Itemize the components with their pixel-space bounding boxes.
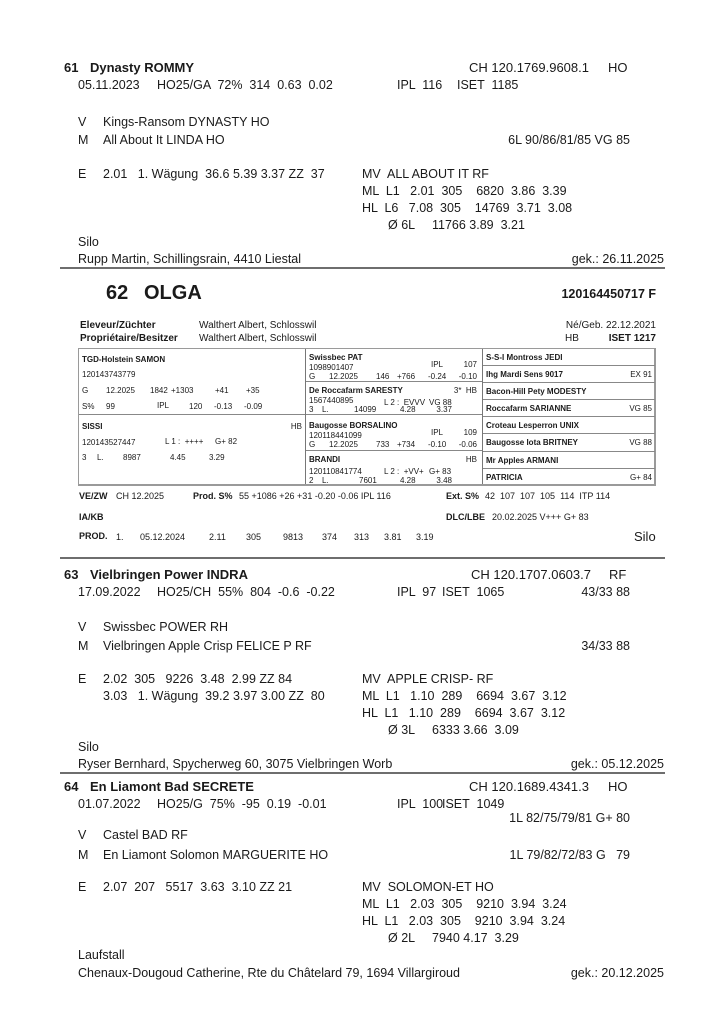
prod-value: 55 +1086 +26 +31 -0.20 -0.06 IPL 116 xyxy=(239,491,391,501)
animal-name: Dynasty ROMMY xyxy=(90,60,195,75)
s-label: S% xyxy=(82,402,95,411)
g-label: G xyxy=(309,440,316,449)
dd-id: 120110841774 xyxy=(309,467,362,476)
prod-value: 3.81 xyxy=(384,532,402,542)
dam-score: 34/33 88 xyxy=(581,639,630,653)
gen3-item xyxy=(483,469,655,486)
owner-address: Chenaux-Dougoud Catherine, Rte du Châtelard 79, 1694 Villargiroud xyxy=(78,966,460,980)
dam-linear: L 1 : ++++ xyxy=(165,437,204,446)
prod-value: 313 xyxy=(354,532,370,542)
lact-label: L. xyxy=(97,453,104,462)
breeder-label: Eleveur/Züchter xyxy=(80,320,156,331)
dlc-value: 20.02.2025 V+++ G+ 83 xyxy=(492,512,589,522)
pedigree-dam xyxy=(79,415,305,487)
gen3-name: S-S-I Montross JEDI xyxy=(486,353,563,362)
owner-label: Propriétaire/Besitzer xyxy=(80,333,178,344)
dam-label: M xyxy=(78,848,89,862)
bought-date: gek.: 26.11.2025 xyxy=(571,252,664,266)
g-value: +766 xyxy=(397,372,416,381)
e-line: 2.07 207 5517 3.63 3.10 ZZ 21 xyxy=(103,880,293,894)
gen3-item xyxy=(483,383,655,400)
g-value: +1303 xyxy=(171,386,194,395)
g-value: -0.10 xyxy=(428,440,447,449)
s-value: -0.13 xyxy=(214,402,233,411)
dd-linear: L 2 : +VV+ xyxy=(384,467,424,476)
dam-label: M xyxy=(78,133,89,147)
g-label: G xyxy=(309,372,316,381)
prod-lact: 1. xyxy=(116,532,124,542)
animal-name: OLGA xyxy=(144,282,202,304)
gen3-item xyxy=(483,349,655,366)
avg-line: Ø 3L 6333 3.66 3.09 xyxy=(388,723,519,737)
ext-value: 42 107 107 105 114 ITP 114 xyxy=(485,491,611,501)
ds-id: 120118441099 xyxy=(309,431,362,440)
divider xyxy=(60,772,665,774)
e-label: E xyxy=(78,167,87,181)
g-value: 146 xyxy=(376,372,390,381)
gen3-score: VG 85 xyxy=(629,404,652,413)
dam-score: 1L 79/82/72/83 G 79 xyxy=(509,848,630,862)
lact-fat: 4.28 xyxy=(400,405,416,414)
mv-line: MV ALL ABOUT IT RF xyxy=(362,167,489,181)
pedigree-sire-dam xyxy=(306,382,482,415)
owner-address: Rupp Martin, Schillingsrain, 4410 Liestal xyxy=(78,252,302,266)
lact-fat: 4.45 xyxy=(170,453,186,462)
owner-name: Walthert Albert, Schlosswil xyxy=(199,333,317,344)
housing: Laufstall xyxy=(78,948,125,962)
ml-line: ML L1 1.10 289 6694 3.67 3.12 xyxy=(362,689,567,703)
dam-name: Vielbringen Apple Crisp FELICE P RF xyxy=(103,639,312,653)
gen3-name: Roccafarm SARIANNE xyxy=(486,404,572,413)
gen3-name: PATRICIA xyxy=(486,473,523,482)
ext-label: Ext. S% xyxy=(446,491,480,501)
housing: Silo xyxy=(78,235,99,249)
birth-date: 05.11.2023 xyxy=(78,78,140,92)
sire-id: 120143743779 xyxy=(82,370,136,379)
index-line: HO25/GA 72% 314 0.63 0.02 xyxy=(157,78,333,92)
gen3-name: Bacon-Hill Pety MODESTY xyxy=(486,387,587,396)
dd-name: BRANDI xyxy=(309,455,341,464)
index-line: HO25/G 75% -95 0.19 -0.01 xyxy=(157,797,327,811)
g-value: -0.24 xyxy=(428,372,447,381)
ss-name: Swissbec PAT xyxy=(309,353,363,362)
sire-name: Swissbec POWER RH xyxy=(103,620,229,634)
lact-milk: 7601 xyxy=(359,476,377,485)
prod-label: Prod. S% xyxy=(193,491,233,501)
g-value: 733 xyxy=(376,440,390,449)
iset-value: ISET 1185 xyxy=(457,78,519,92)
gen3-item xyxy=(483,434,655,452)
avg-line: Ø 6L 11766 3.89 3.21 xyxy=(388,218,525,232)
dam-name: SISSI xyxy=(82,422,103,431)
prod-value: 374 xyxy=(322,532,338,542)
gen3-score: G+ 84 xyxy=(629,473,652,482)
e-line: 2.01 1. Wägung 36.6 5.39 3.37 ZZ 37 xyxy=(103,167,325,181)
breed-code: HO xyxy=(608,779,628,794)
housing: Silo xyxy=(634,529,656,544)
sire-name: TGD-Holstein SAMON xyxy=(82,355,166,364)
lact-count: 2 xyxy=(309,476,314,485)
hl-line: HL L6 7.08 305 14769 3.71 3.08 xyxy=(362,201,573,215)
hb-tag: HB xyxy=(565,333,579,344)
sire-label: V xyxy=(78,828,87,842)
hb-tag: HB xyxy=(290,422,302,431)
gen3-item xyxy=(483,452,655,469)
breed-code: RF xyxy=(609,567,627,582)
pedigree-dam-sire xyxy=(306,415,482,451)
dam-id: 120143527447 xyxy=(82,438,136,447)
ipl-value: IPL 97 xyxy=(397,585,437,599)
g-date: 12.2025 xyxy=(329,372,358,381)
gen3-score: VG 88 xyxy=(629,438,652,447)
birth-date: 01.07.2022 xyxy=(78,797,141,811)
g-value: +734 xyxy=(397,440,416,449)
pedigree-sire xyxy=(79,349,305,415)
lact-milk: 8987 xyxy=(123,453,141,462)
birth-date: 17.09.2022 xyxy=(78,585,141,599)
sire-label: V xyxy=(78,620,87,634)
dlc-label: DLC/LBE xyxy=(446,512,485,522)
avg-line: Ø 2L 7940 4.17 3.29 xyxy=(388,931,519,945)
mv-line: MV APPLE CRISP- RF xyxy=(362,672,494,686)
prod-value: 3.19 xyxy=(416,532,434,542)
breed-code: HO xyxy=(608,60,628,75)
entry-number: 63 xyxy=(64,567,79,582)
gen3-name: Baugosse Iota BRITNEY xyxy=(486,438,579,447)
birth-date: Né/Geb. 22.12.2021 xyxy=(565,320,656,331)
lact-count: 3 xyxy=(309,405,314,414)
g-value: +41 xyxy=(215,386,229,395)
score: 43/33 88 xyxy=(581,585,630,599)
bought-date: gek.: 20.12.2025 xyxy=(570,966,664,980)
breeder-name: Walthert Albert, Schlosswil xyxy=(199,320,317,331)
ml-line: ML L1 2.03 305 9210 3.94 3.24 xyxy=(362,897,567,911)
dam-score: 6L 90/86/81/85 VG 85 xyxy=(508,133,630,147)
g-label: G xyxy=(82,386,89,395)
index-line: HO25/CH 55% 804 -0.6 -0.22 xyxy=(157,585,335,599)
entry-number: 64 xyxy=(64,779,79,794)
animal-id: CH 120.1769.9608.1 xyxy=(469,60,589,75)
pedigree-parents xyxy=(79,349,306,484)
gen3-name: Mr Apples ARMANI xyxy=(486,456,559,465)
gen3-score: EX 91 xyxy=(630,370,652,379)
ipl-value: 107 xyxy=(463,360,477,369)
lact-protein: 3.29 xyxy=(209,453,225,462)
pedigree-grandparents xyxy=(306,349,483,484)
ipl-value: IPL 100 xyxy=(397,797,444,811)
ipl-label: IPL xyxy=(431,360,444,369)
dam-score: G+ 82 xyxy=(215,437,238,446)
g-value: 1842 xyxy=(150,386,168,395)
animal-id: 120164450717 F xyxy=(561,287,656,301)
dd-score: G+ 83 xyxy=(429,467,452,476)
ml-line: ML L1 2.01 305 6820 3.86 3.39 xyxy=(362,184,567,198)
sd-score: VG 88 xyxy=(429,398,452,407)
prod-date: 05.12.2024 xyxy=(140,532,186,542)
ipl-value: IPL 116 xyxy=(397,78,443,92)
dd-tag: HB xyxy=(465,455,477,464)
vezw-label: VE/ZW xyxy=(79,491,108,501)
e-line: 2.02 305 9226 3.48 2.99 ZZ 84 xyxy=(103,672,293,686)
score: 1L 82/75/79/81 G+ 80 xyxy=(509,811,630,825)
lact-protein: 3.48 xyxy=(436,476,452,485)
dam-name: En Liamont Solomon MARGUERITE HO xyxy=(103,848,329,862)
lact-protein: 3.37 xyxy=(436,405,452,414)
sd-id: 1567440895 xyxy=(309,396,354,405)
g-value: -0.06 xyxy=(458,440,477,449)
ipl-value: 109 xyxy=(463,428,477,437)
sd-tag: 3* HB xyxy=(453,386,477,395)
lact-fat: 4.28 xyxy=(400,476,416,485)
pedigree-sire-sire xyxy=(306,349,482,382)
lact-milk: 14099 xyxy=(354,405,377,414)
divider xyxy=(60,557,665,559)
g-date: 12.2025 xyxy=(329,440,358,449)
prod-value: 2.11 xyxy=(209,532,226,542)
e-label: E xyxy=(78,672,87,686)
iset-value: ISET 1065 xyxy=(442,585,505,599)
s-value: 99 xyxy=(106,402,115,411)
hl-line: HL L1 1.10 289 6694 3.67 3.12 xyxy=(362,706,566,720)
pedigree-dam-dam xyxy=(306,451,482,487)
ipl-value: 120 xyxy=(189,402,203,411)
lact-label: L. xyxy=(322,405,329,414)
sire-name: Castel BAD RF xyxy=(103,828,188,842)
pedigree-great-grandparents xyxy=(483,349,655,484)
iset-value: ISET 1049 xyxy=(442,797,505,811)
sd-linear: L 2 : EVVV xyxy=(384,398,426,407)
e-line: 3.03 1. Wägung 39.2 3.97 3.00 ZZ 80 xyxy=(103,689,325,703)
vezw-value: CH 12.2025 xyxy=(116,491,165,501)
gen3-name: Croteau Lesperron UNIX xyxy=(486,421,579,430)
g-value: -0.10 xyxy=(458,372,477,381)
sd-name: De Roccafarm SARESTY xyxy=(309,386,403,395)
entry-number: 61 xyxy=(64,60,79,75)
ipl-label: IPL xyxy=(431,428,444,437)
animal-id: CH 120.1707.0603.7 xyxy=(471,567,591,582)
ds-name: Baugosse BORSALINO xyxy=(309,421,398,430)
owner-address: Ryser Bernhard, Spycherweg 60, 3075 Vielbringen Worb xyxy=(78,757,393,771)
g-date: 12.2025 xyxy=(106,386,135,395)
dam-label: M xyxy=(78,639,89,653)
animal-name: Vielbringen Power INDRA xyxy=(90,567,248,582)
mv-line: MV SOLOMON-ET HO xyxy=(362,880,494,894)
iset-value: ISET 1217 xyxy=(608,333,656,344)
gen3-item xyxy=(483,400,655,417)
prod-value: 9813 xyxy=(283,532,304,542)
sire-label: V xyxy=(78,115,87,129)
gen3-item xyxy=(483,366,655,383)
hl-line: HL L1 2.03 305 9210 3.94 3.24 xyxy=(362,914,566,928)
e-label: E xyxy=(78,880,87,894)
lact-count: 3 xyxy=(82,453,87,462)
divider xyxy=(60,267,665,269)
animal-name: En Liamont Bad SECRETE xyxy=(90,779,254,794)
gen3-name: Ihg Mardi Sens 9017 xyxy=(486,370,563,379)
bought-date: gek.: 05.12.2025 xyxy=(570,757,664,771)
ipl-label: IPL xyxy=(157,401,170,410)
dam-name: All About It LINDA HO xyxy=(103,133,225,147)
lact-label: L. xyxy=(322,476,329,485)
ss-id: 1098901407 xyxy=(309,363,354,372)
entry-number: 62 xyxy=(106,282,129,304)
g-value: +35 xyxy=(246,386,260,395)
prod-row-label: PROD. xyxy=(79,531,108,541)
housing: Silo xyxy=(78,740,99,754)
prod-value: 305 xyxy=(246,532,262,542)
gen3-item xyxy=(483,417,655,434)
iakb-label: IA/KB xyxy=(79,512,104,522)
s-value: -0.09 xyxy=(244,402,263,411)
animal-id: CH 120.1689.4341.3 xyxy=(469,779,589,794)
sire-name: Kings-Ransom DYNASTY HO xyxy=(103,115,270,129)
pedigree-table xyxy=(78,348,656,486)
